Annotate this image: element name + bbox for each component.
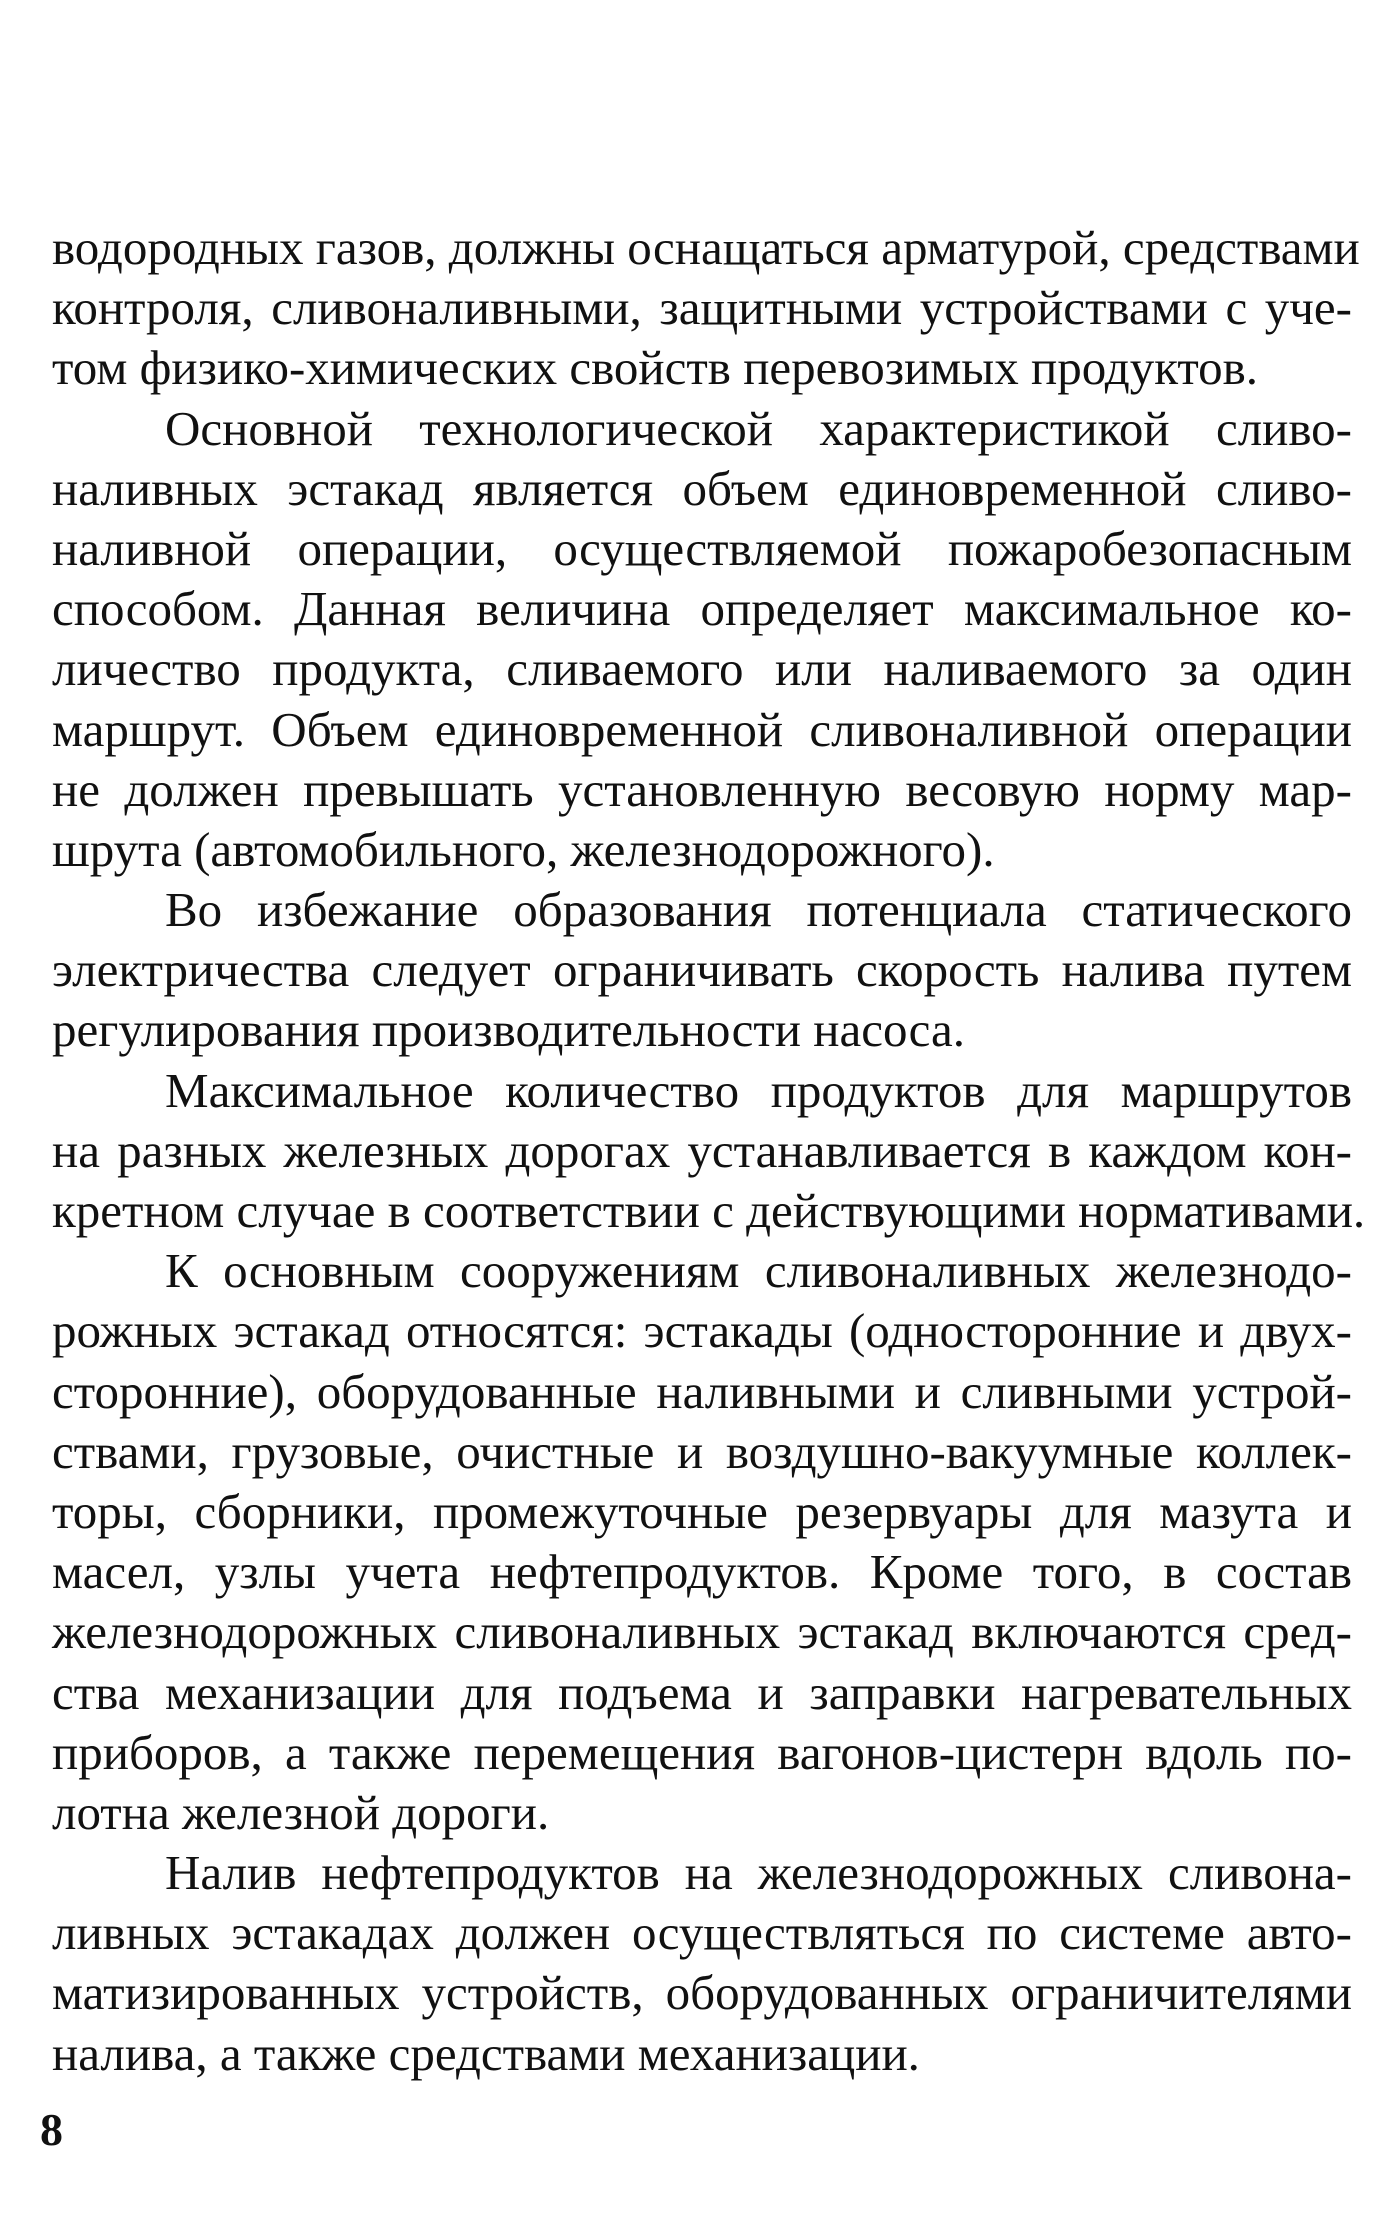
text-line: наливных эстакад является объем единовременной сливо- xyxy=(52,460,1352,516)
paragraph-2 xyxy=(52,399,1352,881)
text-line: Максимальное количество продуктов для маршрутов xyxy=(165,1062,1352,1118)
text-line: железнодорожных сливоналивных эстакад включаются сред- xyxy=(52,1604,1352,1660)
text-line: лотна железной дороги. xyxy=(52,1784,550,1840)
text-line: торы, сборники, промежуточные резервуары для мазута и xyxy=(52,1483,1352,1539)
paragraph-1 xyxy=(52,218,1360,399)
text-line: К основным сооружениям сливоналивных железнодо- xyxy=(165,1243,1352,1299)
text-line: ствами, грузовые, очистные и воздушно-вакуумные коллек- xyxy=(52,1423,1352,1479)
text-line: контроля, сливоналивными, защитными устройствами с уче- xyxy=(52,280,1352,336)
text-line: способом. Данная величина определяет максимальное ко- xyxy=(52,581,1352,637)
text-line: не должен превышать установленную весовую норму мар- xyxy=(52,761,1352,817)
text-line: регулирования производительности насоса. xyxy=(52,1002,966,1058)
page-body xyxy=(52,218,1366,2084)
text-line: на разных железных дорогах устанавливается в каждом кон- xyxy=(52,1122,1352,1178)
text-line: масел, узлы учета нефтепродуктов. Кроме того, в состав xyxy=(52,1544,1352,1600)
paragraph-4 xyxy=(52,1061,1366,1242)
text-line: приборов, а также перемещения вагонов-цистерн вдоль по- xyxy=(52,1724,1352,1780)
text-line: электричества следует ограничивать скорость налива путем xyxy=(52,942,1352,998)
text-line: ства механизации для подъема и заправки нагревательных xyxy=(52,1664,1352,1720)
text-line: кретном случае в соответствии с действующими нормативами. xyxy=(52,1183,1366,1238)
text-line: Налив нефтепродуктов на железнодорожных сливона- xyxy=(165,1845,1352,1901)
text-line: том физико-химических свойств перевозимых продуктов. xyxy=(52,340,1259,396)
text-line: маршрут. Объем единовременной сливоналивной операции xyxy=(52,701,1352,757)
text-line: сторонние), оборудованные наливными и сливными устрой- xyxy=(52,1363,1352,1419)
page-number: 8 xyxy=(40,2104,63,2155)
paragraph-3 xyxy=(52,880,1352,1061)
text-line: рожных эстакад относятся: эстакады (односторонние и двух- xyxy=(52,1303,1352,1359)
text-line: шрута (автомобильного, железнодорожного). xyxy=(52,821,995,877)
text-line: наливной операции, осуществляемой пожаробезопасным xyxy=(52,520,1352,576)
text-line: личество продукта, сливаемого или наливаемого за один xyxy=(52,641,1352,697)
text-line: водородных газов, должны оснащаться арматурой, средствами xyxy=(52,220,1360,275)
text-line: налива, а также средствами механизации. xyxy=(52,2025,920,2081)
text-line: Основной технологической характеристикой сливо- xyxy=(165,400,1352,456)
paragraph-5 xyxy=(52,1241,1352,1843)
text-line: Во избежание образования потенциала статического xyxy=(165,882,1352,938)
text-line: ливных эстакадах должен осуществляться по системе авто- xyxy=(52,1905,1352,1961)
text-line: матизированных устройств, оборудованных ограничителями xyxy=(52,1965,1352,2021)
paragraph-6 xyxy=(52,1843,1352,2084)
